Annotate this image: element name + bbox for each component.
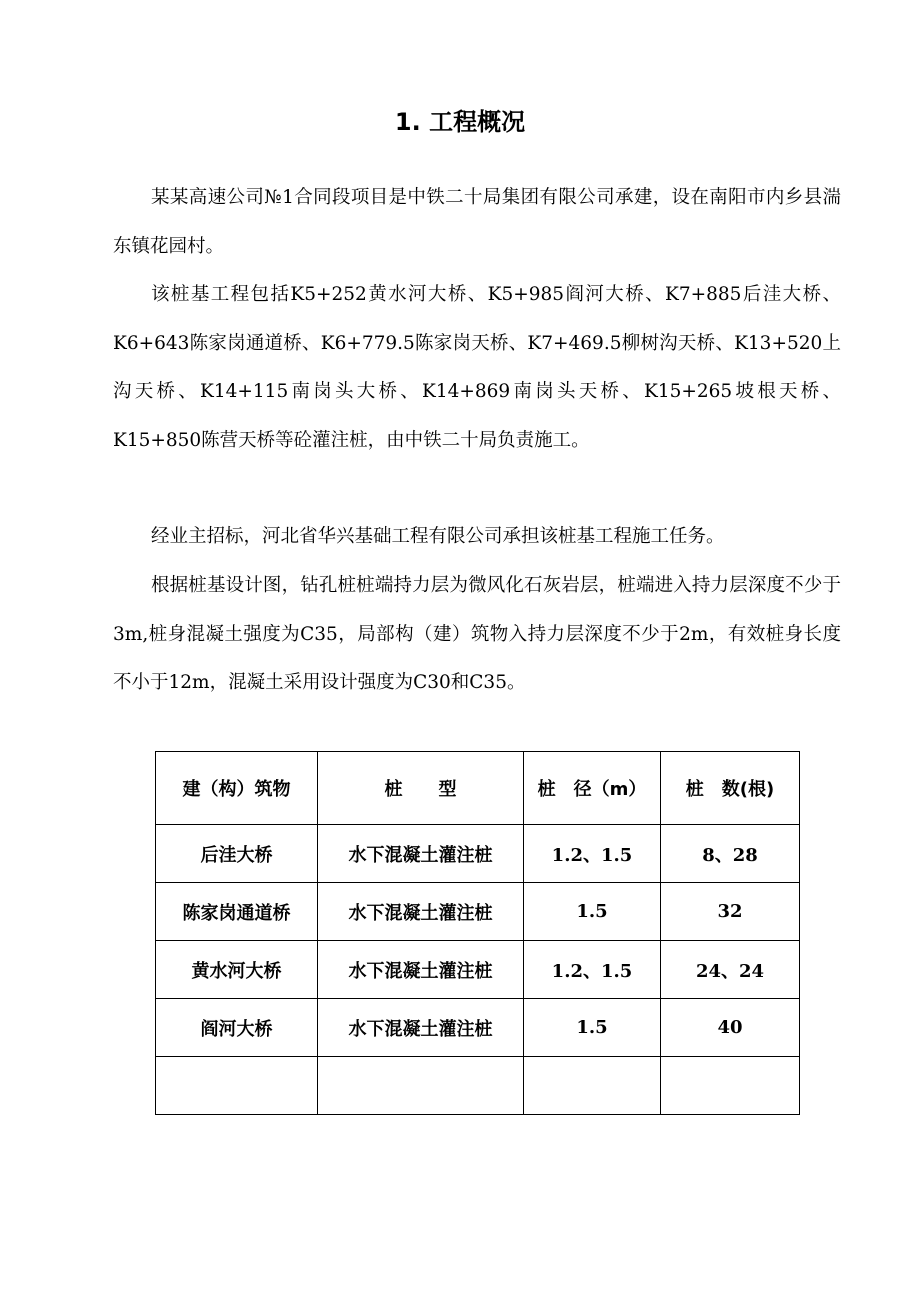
section-title: 1. 工程概况 xyxy=(394,108,526,136)
table-header-row xyxy=(156,752,800,825)
paragraph-project-intro: 某某高速公司№1合同段项目是中铁二十局集团有限公司承建，设在南阳市内乡县湍东镇花园村。 xyxy=(113,187,841,257)
cell-pile-type: 水下混凝土灌注桩 xyxy=(318,941,524,999)
cell-pile-diameter: 1.2、1.5 xyxy=(524,941,661,999)
cell-structure xyxy=(156,1057,318,1115)
header-pile-count: 桩 数(根) xyxy=(661,752,800,825)
cell-pile-type xyxy=(318,1057,524,1115)
cell-pile-type: 水下混凝土灌注桩 xyxy=(318,883,524,941)
cell-structure: 阎河大桥 xyxy=(156,999,318,1057)
table-row xyxy=(156,883,800,941)
cell-pile-count: 8、28 xyxy=(661,825,800,883)
cell-pile-diameter: 1.5 xyxy=(524,999,661,1057)
table-row xyxy=(156,999,800,1057)
header-pile-type: 桩 型 xyxy=(318,752,524,825)
table-row xyxy=(156,825,800,883)
header-structure: 建（构）筑物 xyxy=(156,752,318,825)
cell-pile-count: 32 xyxy=(661,883,800,941)
cell-pile-count: 40 xyxy=(661,999,800,1057)
cell-pile-diameter xyxy=(524,1057,661,1115)
cell-pile-diameter: 1.5 xyxy=(524,883,661,941)
table-row-empty xyxy=(156,1057,800,1115)
cell-structure: 黄水河大桥 xyxy=(156,941,318,999)
paragraph-contractor: 经业主招标，河北省华兴基础工程有限公司承担该桩基工程施工任务。 xyxy=(151,526,725,547)
cell-pile-count: 24、24 xyxy=(661,941,800,999)
pile-table xyxy=(155,751,800,1115)
header-pile-diameter: 桩 径（m） xyxy=(524,752,661,825)
cell-pile-count xyxy=(661,1057,800,1115)
table-row xyxy=(156,941,800,999)
cell-pile-type: 水下混凝土灌注桩 xyxy=(318,825,524,883)
cell-structure: 陈家岗通道桥 xyxy=(156,883,318,941)
cell-pile-type: 水下混凝土灌注桩 xyxy=(318,999,524,1057)
cell-structure: 后洼大桥 xyxy=(156,825,318,883)
cell-pile-diameter: 1.2、1.5 xyxy=(524,825,661,883)
paragraph-design: 根据桩基设计图，钻孔桩桩端持力层为微风化石灰岩层，桩端进入持力层深度不少于3m,桩身混凝土强度为C35，局部构（建）筑物入持力层深度不少于2m，有效桩身长度不小于12m，混凝土采用设计强度为C30和C35。 xyxy=(113,575,841,693)
paragraph-scope: 该桩基工程包括K5+252黄水河大桥、K5+985阎河大桥、K7+885后洼大桥、K6+643陈家岗通道桥、K6+779.5陈家岗天桥、K7+469.5柳树沟天桥、K13+520上沟天桥、K14+115南岗头大桥、K14+869南岗头天桥、K15+265坡根天桥、K15+850陈营天桥等砼灌注桩，由中铁二十局负责施工。 xyxy=(113,284,841,451)
